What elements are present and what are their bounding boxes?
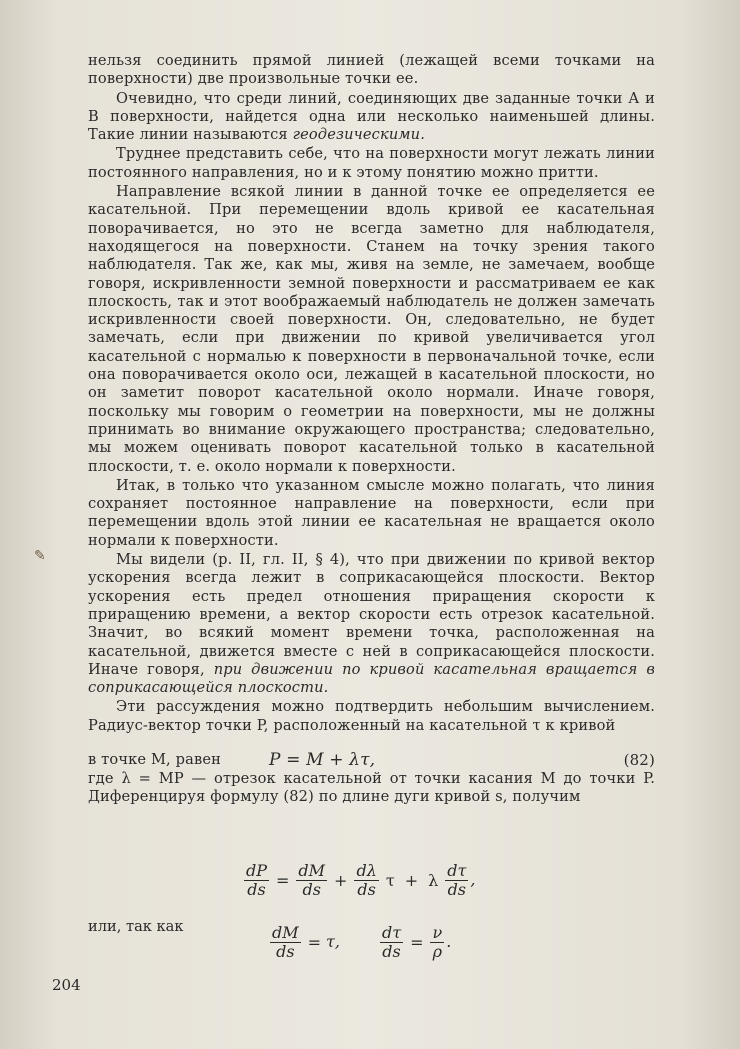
frac-dP-ds: $\frac{dP}{ds}$ xyxy=(246,861,268,899)
derivative-equation: $\frac{dP}{ds}$ = $\frac{dM}{ds}$ + $\frac{d\lambda}{ds}$ τ + λ $\frac{d\tau}{ds}$ , xyxy=(246,861,476,899)
frac-dM-ds-2: $\frac{dM}{ds}$ xyxy=(272,923,299,961)
second-equation-lead: или, так как xyxy=(88,918,184,935)
paragraph-2 xyxy=(88,90,655,145)
frac-dl-ds: $\frac{d\lambda}{ds}$ xyxy=(356,861,377,899)
paragraph-4: Направление всякой линии в данной точке ее определяется ее касательной. При перемещении вдоль кривой ее касательная поворачивается, но это не всегда заметно для наблюдателя, находящегося на поверхности. Станем на точку зрения такого наблюдателя. Так же, как мы, живя на земле, не замечаем, вообще говоря, искривленности земной поверхности и рассматриваем ее как плоскость, так и этот воображаемый наблюдатель не должен замечать искривленности своей поверхности. Он, следовательно, не будет замечать, если при движении по кривой увеличивается угол касательной с нормалью к поверхности в первоначальной точке, если она поворачивается около оси, лежащей в касательной плоскости, но он заметит поворот касательной около нормали. Иначе говоря, поскольку мы говорим о геометрии на поверхности, мы не должны принимать во внимание окружающего пространства; следовательно, мы можем оценивать поворот касательной только в касательной плоскости, т. е. около нормали к поверхности. xyxy=(88,183,655,475)
frac-dtau-ds-2: $\frac{d\tau}{ds}$ xyxy=(381,923,402,961)
paragraph-3: Труднее представить себе, что на поверхности могут лежать линии постоянного направления, но и к этому понятию можно притти. xyxy=(88,145,655,181)
margin-pencil-mark: ✎ xyxy=(34,548,46,564)
page-number: 204 xyxy=(52,976,81,994)
paragraph-8: где λ = MP — отрезок касательной от точки касания M до точки P. Диференцируя формулу (82) по длине дуги кривой s, получим xyxy=(88,769,655,806)
paragraph-5: Итак, в только что указанном смысле можно полагать, что линия сохраняет постоянное направление на поверхности, если при перемещении вдоль этой линии ее касательная не вращается около нормали к поверхности. xyxy=(88,476,655,549)
paragraph-6-emphasis: при движении по кривой касательная вращается в соприкасающейся плоскости. xyxy=(88,660,655,697)
formula-82-row xyxy=(88,735,655,769)
paragraph-1: нельзя соединить прямой линией (лежащей всеми точками на поверхности) две произвольные точки ее. xyxy=(88,52,655,88)
body-text xyxy=(88,52,655,807)
frac-dtau-ds: $\frac{d\tau}{ds}$ xyxy=(447,861,467,899)
paragraph-2-text: Очевидно, что среди линий, соединяющих две заданные точки A и B поверхности, найдется одна или несколько наименьшей длины. Такие линии называются xyxy=(88,89,655,144)
frac-dM-ds: $\frac{dM}{ds}$ xyxy=(298,861,326,899)
formula-82-lead: в точке M, равен xyxy=(88,750,222,768)
term-geodesic: геодезическими. xyxy=(292,126,425,144)
formula-82-number: (82) xyxy=(623,750,655,769)
formula-82: P = M + λτ, xyxy=(269,749,376,770)
frac-nu-rho: $\frac{\nu}{\rho}$ xyxy=(432,923,443,961)
paragraph-6-text: Мы видели (р. II, гл. II, § 4), что при движении по кривой вектор ускорения всегда лежит в соприкасающейся плоскости. Вектор ускорения есть предел отношения приращения скорости к приращению времени, а вектор скорости есть отрезок касательной. Значит, во всякий момент времени точка, расположенная на касательной, движется вместе с ней в соприкасающейся плоскости. Иначе говоря, xyxy=(88,551,655,678)
second-equation: $\frac{dM}{ds}$ = τ, $\frac{d\tau}{ds}$ = $\frac{\nu}{\rho}$ . xyxy=(272,923,452,961)
paragraph-6 xyxy=(88,551,655,697)
paragraph-7: Эти рассуждения можно подтвердить небольшим вычислением. Радиус-вектор точки P, расположенный на касательной τ к кривой xyxy=(88,698,655,734)
